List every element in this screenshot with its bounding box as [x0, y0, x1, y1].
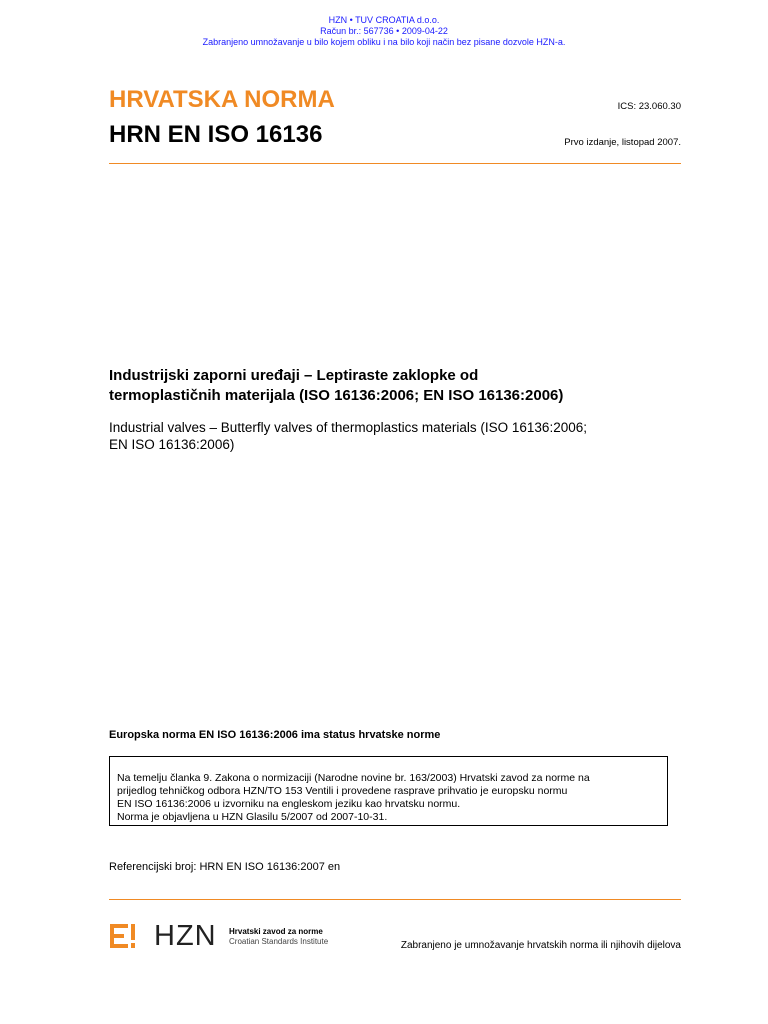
- copyright-notice: Zabranjeno je umnožavanje hrvatskih norma ili njihovih dijelova: [400, 940, 681, 951]
- institute-name-en: Croatian Standards Institute: [229, 937, 329, 946]
- notice-line: prijedlog tehničkog odbora HZN/TO 153 Ventili i provedene rasprave prihvatio je europsku normu: [117, 785, 568, 797]
- status-statement: Europska norma EN ISO 16136:2006 ima status hrvatske norme: [109, 729, 441, 741]
- footer-divider: [109, 899, 681, 900]
- institute-name: [229, 927, 328, 947]
- english-title-line-2: EN ISO 16136:2006): [109, 437, 235, 452]
- hzn-logo-icon: [110, 924, 136, 948]
- adoption-notice-box: [109, 756, 668, 826]
- watermark-line-2: Račun br.: 567736 • 2009-04-22: [320, 26, 448, 36]
- edition-info: Prvo izdanje, listopad 2007.: [564, 137, 681, 148]
- ics-code: ICS: 23.060.30: [617, 101, 681, 112]
- english-title: [109, 419, 689, 453]
- watermark: [0, 15, 768, 48]
- document-type-label: HRVATSKA NORMA: [109, 86, 335, 113]
- reference-number: Referencijski broj: HRN EN ISO 16136:2007 en: [109, 861, 341, 873]
- notice-line: EN ISO 16136:2006 u izvorniku na engleskom jeziku kao hrvatsku normu.: [117, 798, 461, 810]
- notice-line: Na temelju članka 9. Zakona o normizaciji (Narodne novine br. 163/2003) Hrvatski zavod za norme na: [117, 772, 590, 784]
- standard-number: HRN EN ISO 16136: [109, 121, 323, 148]
- croatian-title: [109, 366, 689, 406]
- hzn-logo-text: HZN: [154, 920, 217, 952]
- header-divider: [109, 163, 681, 164]
- croatian-title-line-1: Industrijski zaporni uređaji – Leptiraste zaklopke od: [109, 367, 479, 384]
- english-title-line-1: Industrial valves – Butterfly valves of thermoplastics materials (ISO 16136:2006;: [109, 420, 587, 435]
- watermark-line-3: Zabranjeno umnožavanje u bilo kojem obliku i na bilo koji način bez pisane dozvole HZN-a.: [202, 37, 566, 47]
- croatian-title-line-2: termoplastičnih materijala (ISO 16136:2006; EN ISO 16136:2006): [109, 387, 564, 404]
- institute-name-hr: Hrvatski zavod za norme: [229, 927, 323, 936]
- watermark-line-1: HZN • TUV CROATIA d.o.o.: [328, 15, 440, 25]
- notice-line: Norma je objavljena u HZN Glasilu 5/2007 od 2007-10-31.: [117, 811, 388, 823]
